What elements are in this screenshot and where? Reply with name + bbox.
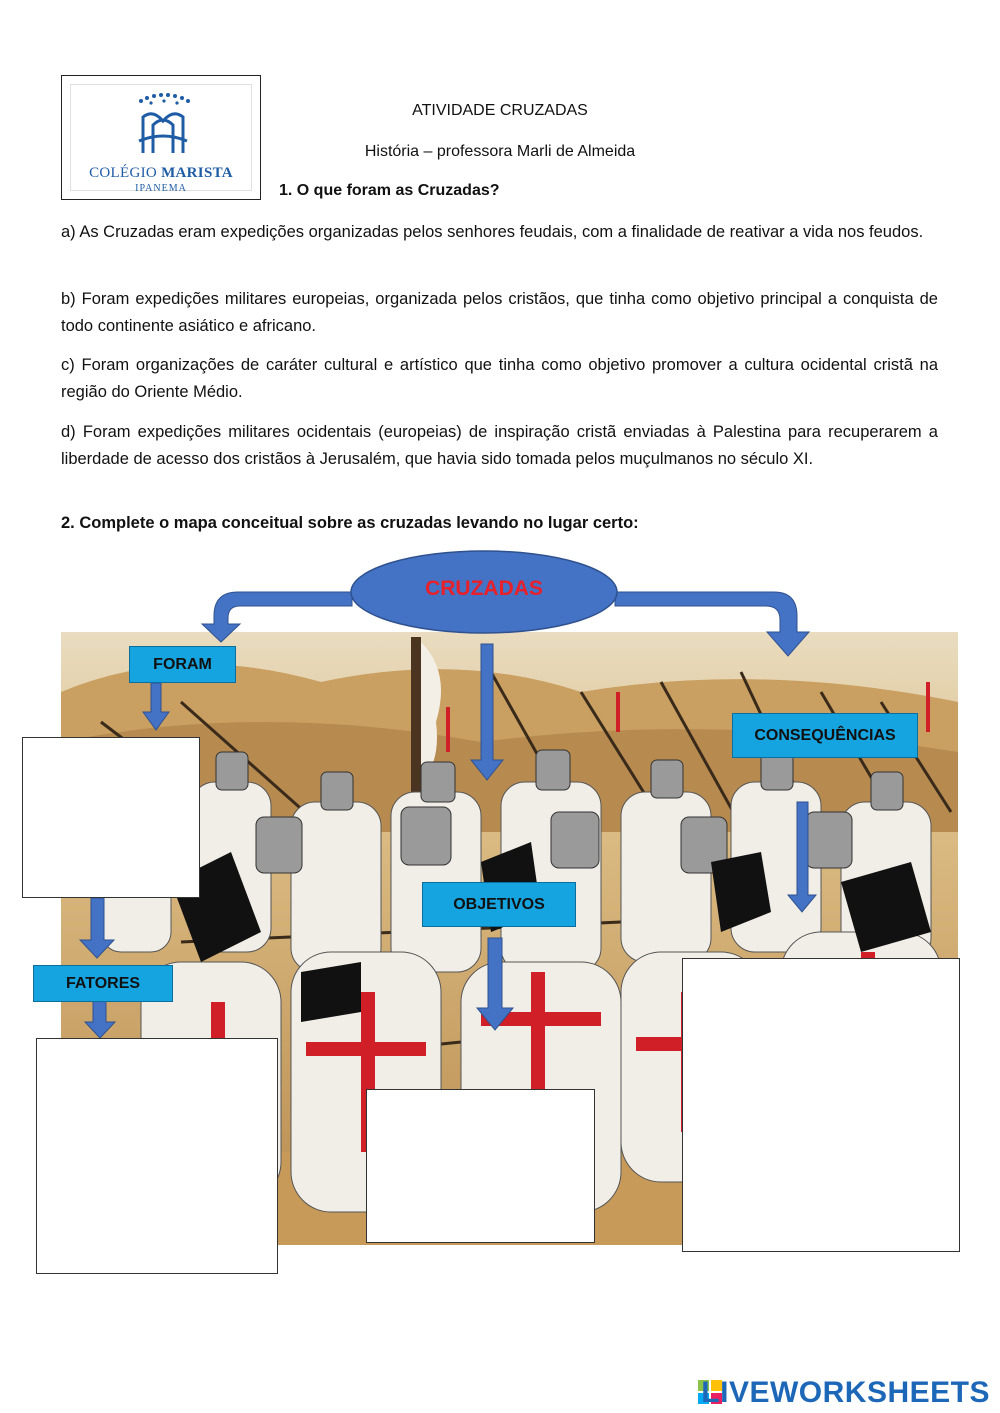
consequencias-label: CONSEQUÊNCIAS <box>732 713 918 758</box>
question-1-prompt: 1. O que foram as Cruzadas? <box>279 182 500 199</box>
arrow-to-fatores-icon <box>80 898 114 958</box>
fatores-answer-box[interactable] <box>36 1038 278 1274</box>
option-b[interactable]: b) Foram expedições militares europeias, organizada pelos cristãos, que tinha como objetivo principal a conquista de todo continente asiático e africano. <box>61 290 938 335</box>
question-2-prompt: 2. Complete o mapa conceitual sobre as cruzadas levando no lugar certo: <box>61 514 639 532</box>
arrow-objetivos-down-icon <box>477 938 513 1030</box>
footer-brand: LIVEWORKSHEETS <box>701 1376 990 1409</box>
concept-center-label: CRUZADAS <box>425 577 543 600</box>
fatores-label: FATORES <box>33 965 173 1002</box>
arrow-fatores-down-icon <box>85 1000 115 1038</box>
objetivos-answer-box[interactable] <box>366 1089 595 1243</box>
foram-label: FORAM <box>129 646 236 683</box>
foram-answer-box[interactable] <box>22 737 200 898</box>
logo-school-name: COLÉGIO MARISTA <box>89 165 233 181</box>
option-d[interactable]: d) Foram expedições militares ocidentais (europeias) de inspiração cristã enviadas à Palestina para recuperarem a liberdade de acesso dos cristãos à Jerusalém, que havia sido tomada pelos muçulmanos no século XI. <box>61 423 938 468</box>
arrow-foram-down-icon <box>143 683 169 730</box>
arrow-to-consequencias-icon <box>615 592 809 656</box>
arrow-to-foram-icon <box>202 592 352 642</box>
arrow-consequencias-down-icon <box>788 802 816 912</box>
logo-school-subtitle: IPANEMA <box>135 183 187 194</box>
arrow-center-down-icon <box>471 644 503 780</box>
option-c[interactable]: c) Foram organizações de caráter cultural e artístico que tinha como objetivo promover a cultura ocidental cristã na região do Oriente Médio. <box>61 356 938 401</box>
objetivos-label: OBJETIVOS <box>422 882 576 927</box>
consequencias-answer-box[interactable] <box>682 958 960 1252</box>
option-a[interactable]: a) As Cruzadas eram expedições organizadas pelos senhores feudais, com a finalidade de reativar a vida nos feudos. <box>61 223 924 241</box>
page-subtitle: História – professora Marli de Almeida <box>364 143 636 160</box>
page-title: ATIVIDADE CRUZADAS <box>412 102 588 119</box>
